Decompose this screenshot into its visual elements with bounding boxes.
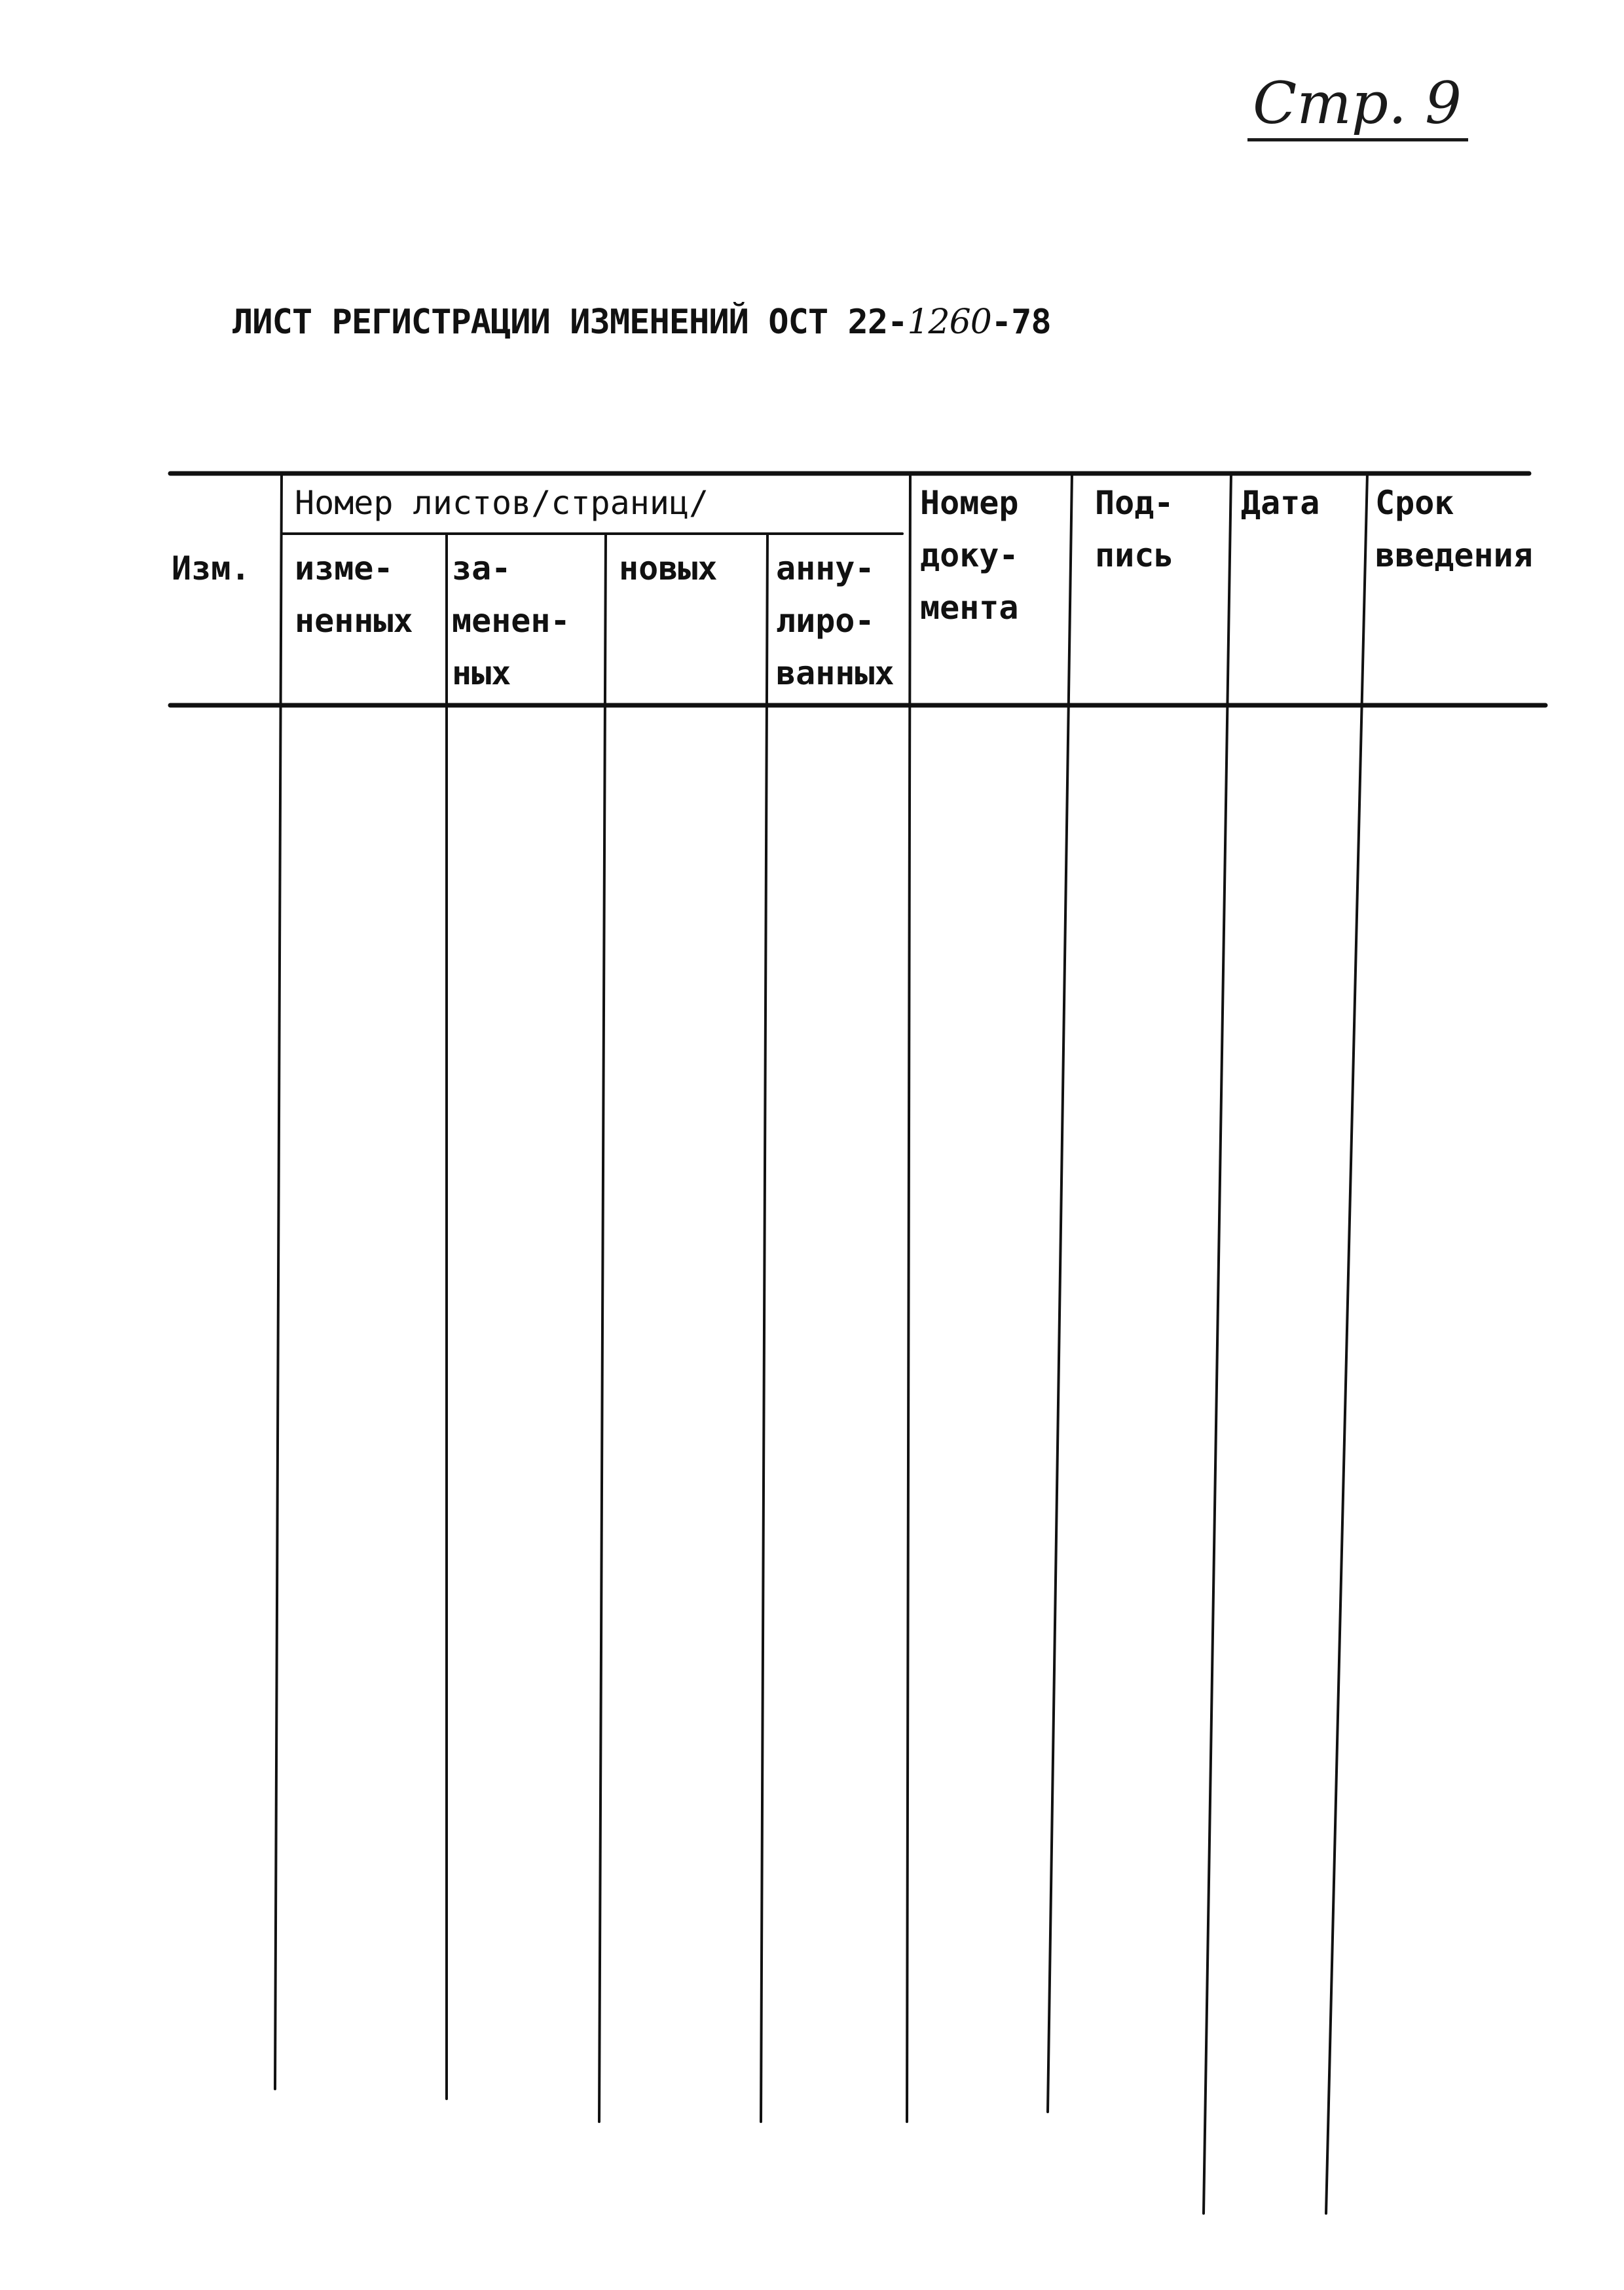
col-line-6 — [1048, 473, 1072, 2112]
header-replaced: за- менен- ных — [452, 549, 570, 692]
title-prefix: ЛИСТ РЕГИСТРАЦИИ ИЗМЕНЕНИЙ ОСТ 22- — [232, 303, 908, 342]
header-new: новых — [619, 549, 718, 587]
col-line-3 — [599, 534, 606, 2122]
title-handwritten-number: 1260 — [907, 303, 991, 342]
header-deadline: Срок введения — [1375, 484, 1533, 574]
col-line-8 — [1326, 473, 1367, 2213]
col-line-4 — [761, 534, 767, 2122]
header-change-number: Изм. — [172, 549, 251, 587]
col-line-5 — [907, 473, 910, 2122]
col-line-7 — [1204, 473, 1231, 2213]
header-document-number: Номер доку- мента — [920, 484, 1019, 627]
header-signature: Под- пись — [1095, 484, 1174, 574]
col-line-1 — [275, 473, 282, 2089]
header-date: Дата — [1241, 484, 1320, 522]
header-annulled: анну- лиро- ванных — [776, 549, 895, 692]
title-suffix: -78 — [991, 303, 1051, 342]
header-sheet-numbers-group: Номер листов/страниц/ — [295, 484, 709, 522]
page-number: Стр. 9 — [1247, 72, 1468, 141]
header-changed: изме- ненных — [295, 549, 413, 640]
